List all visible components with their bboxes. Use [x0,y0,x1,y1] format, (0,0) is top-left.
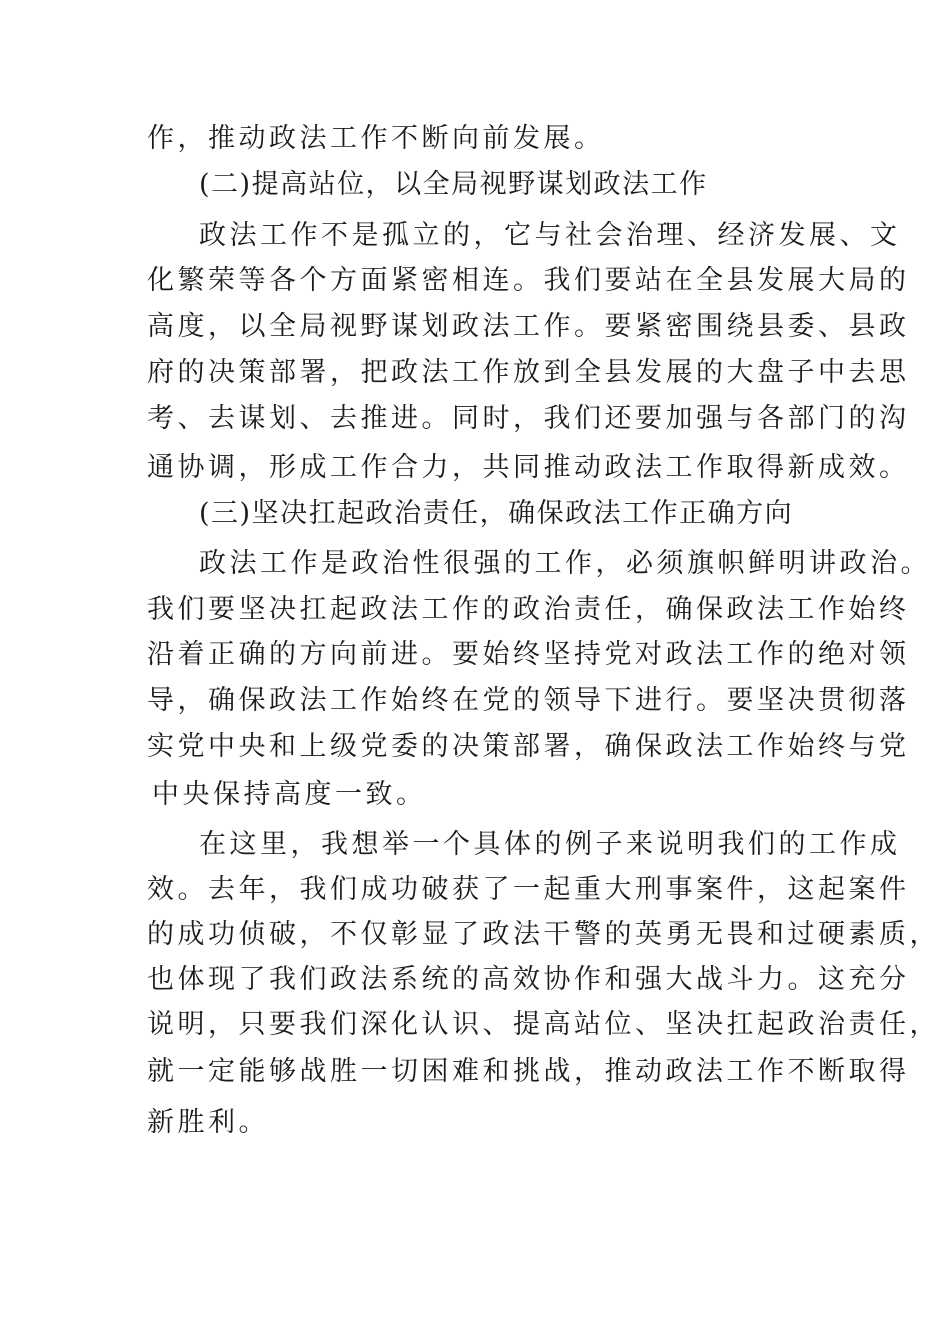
text-line: 中央保持高度一致。 [152,779,427,810]
text-line: 就一定能够战胜一切困难和挑战，推动政法工作不断取得 [147,1056,910,1087]
section-heading: (二)提高站位，以全局视野谋划政法工作 [199,169,708,200]
text-line: 政法工作是政治性很强的工作，必须旗帜鲜明讲政治。 [199,548,931,579]
text-line: 沿着正确的方向前进。要始终坚持党对政法工作的绝对领 [147,639,910,670]
text-line: 考、去谋划、去推进。同时，我们还要加强与各部门的沟 [147,403,910,434]
text-line: 政法工作不是孤立的，它与社会治理、经济发展、文 [199,220,901,251]
text-line: 我们要坚决扛起政法工作的政治责任，确保政法工作始终 [147,594,910,625]
text-line: 的成功侦破，不仅彰显了政法干警的英勇无畏和过硬素质， [147,919,940,950]
text-line: 导，确保政法工作始终在党的领导下进行。要坚决贯彻落 [147,685,910,716]
text-line: 化繁荣等各个方面紧密相连。我们要站在全县发展大局的 [147,265,910,296]
text-line: 实党中央和上级党委的决策部署，确保政法工作始终与党 [147,731,910,762]
text-line: 作，推动政法工作不断向前发展。 [147,123,605,154]
text-line: 在这里，我想举一个具体的例子来说明我们的工作成 [199,829,901,860]
section-heading: (三)坚决扛起政治责任，确保政法工作正确方向 [199,498,794,529]
text-line: 府的决策部署，把政法工作放到全县发展的大盘子中去思 [147,357,910,388]
text-line: 也体现了我们政法系统的高效协作和强大战斗力。这充分 [147,964,910,995]
text-line: 新胜利。 [147,1107,269,1138]
text-line: 说明，只要我们深化认识、提高站位、坚决扛起政治责任， [147,1009,940,1040]
text-line: 效。去年，我们成功破获了一起重大刑事案件，这起案件 [147,874,910,905]
text-line: 高度，以全局视野谋划政法工作。要紧密围绕县委、县政 [147,311,910,342]
text-line: 通协调，形成工作合力，共同推动政法工作取得新成效。 [147,452,910,483]
